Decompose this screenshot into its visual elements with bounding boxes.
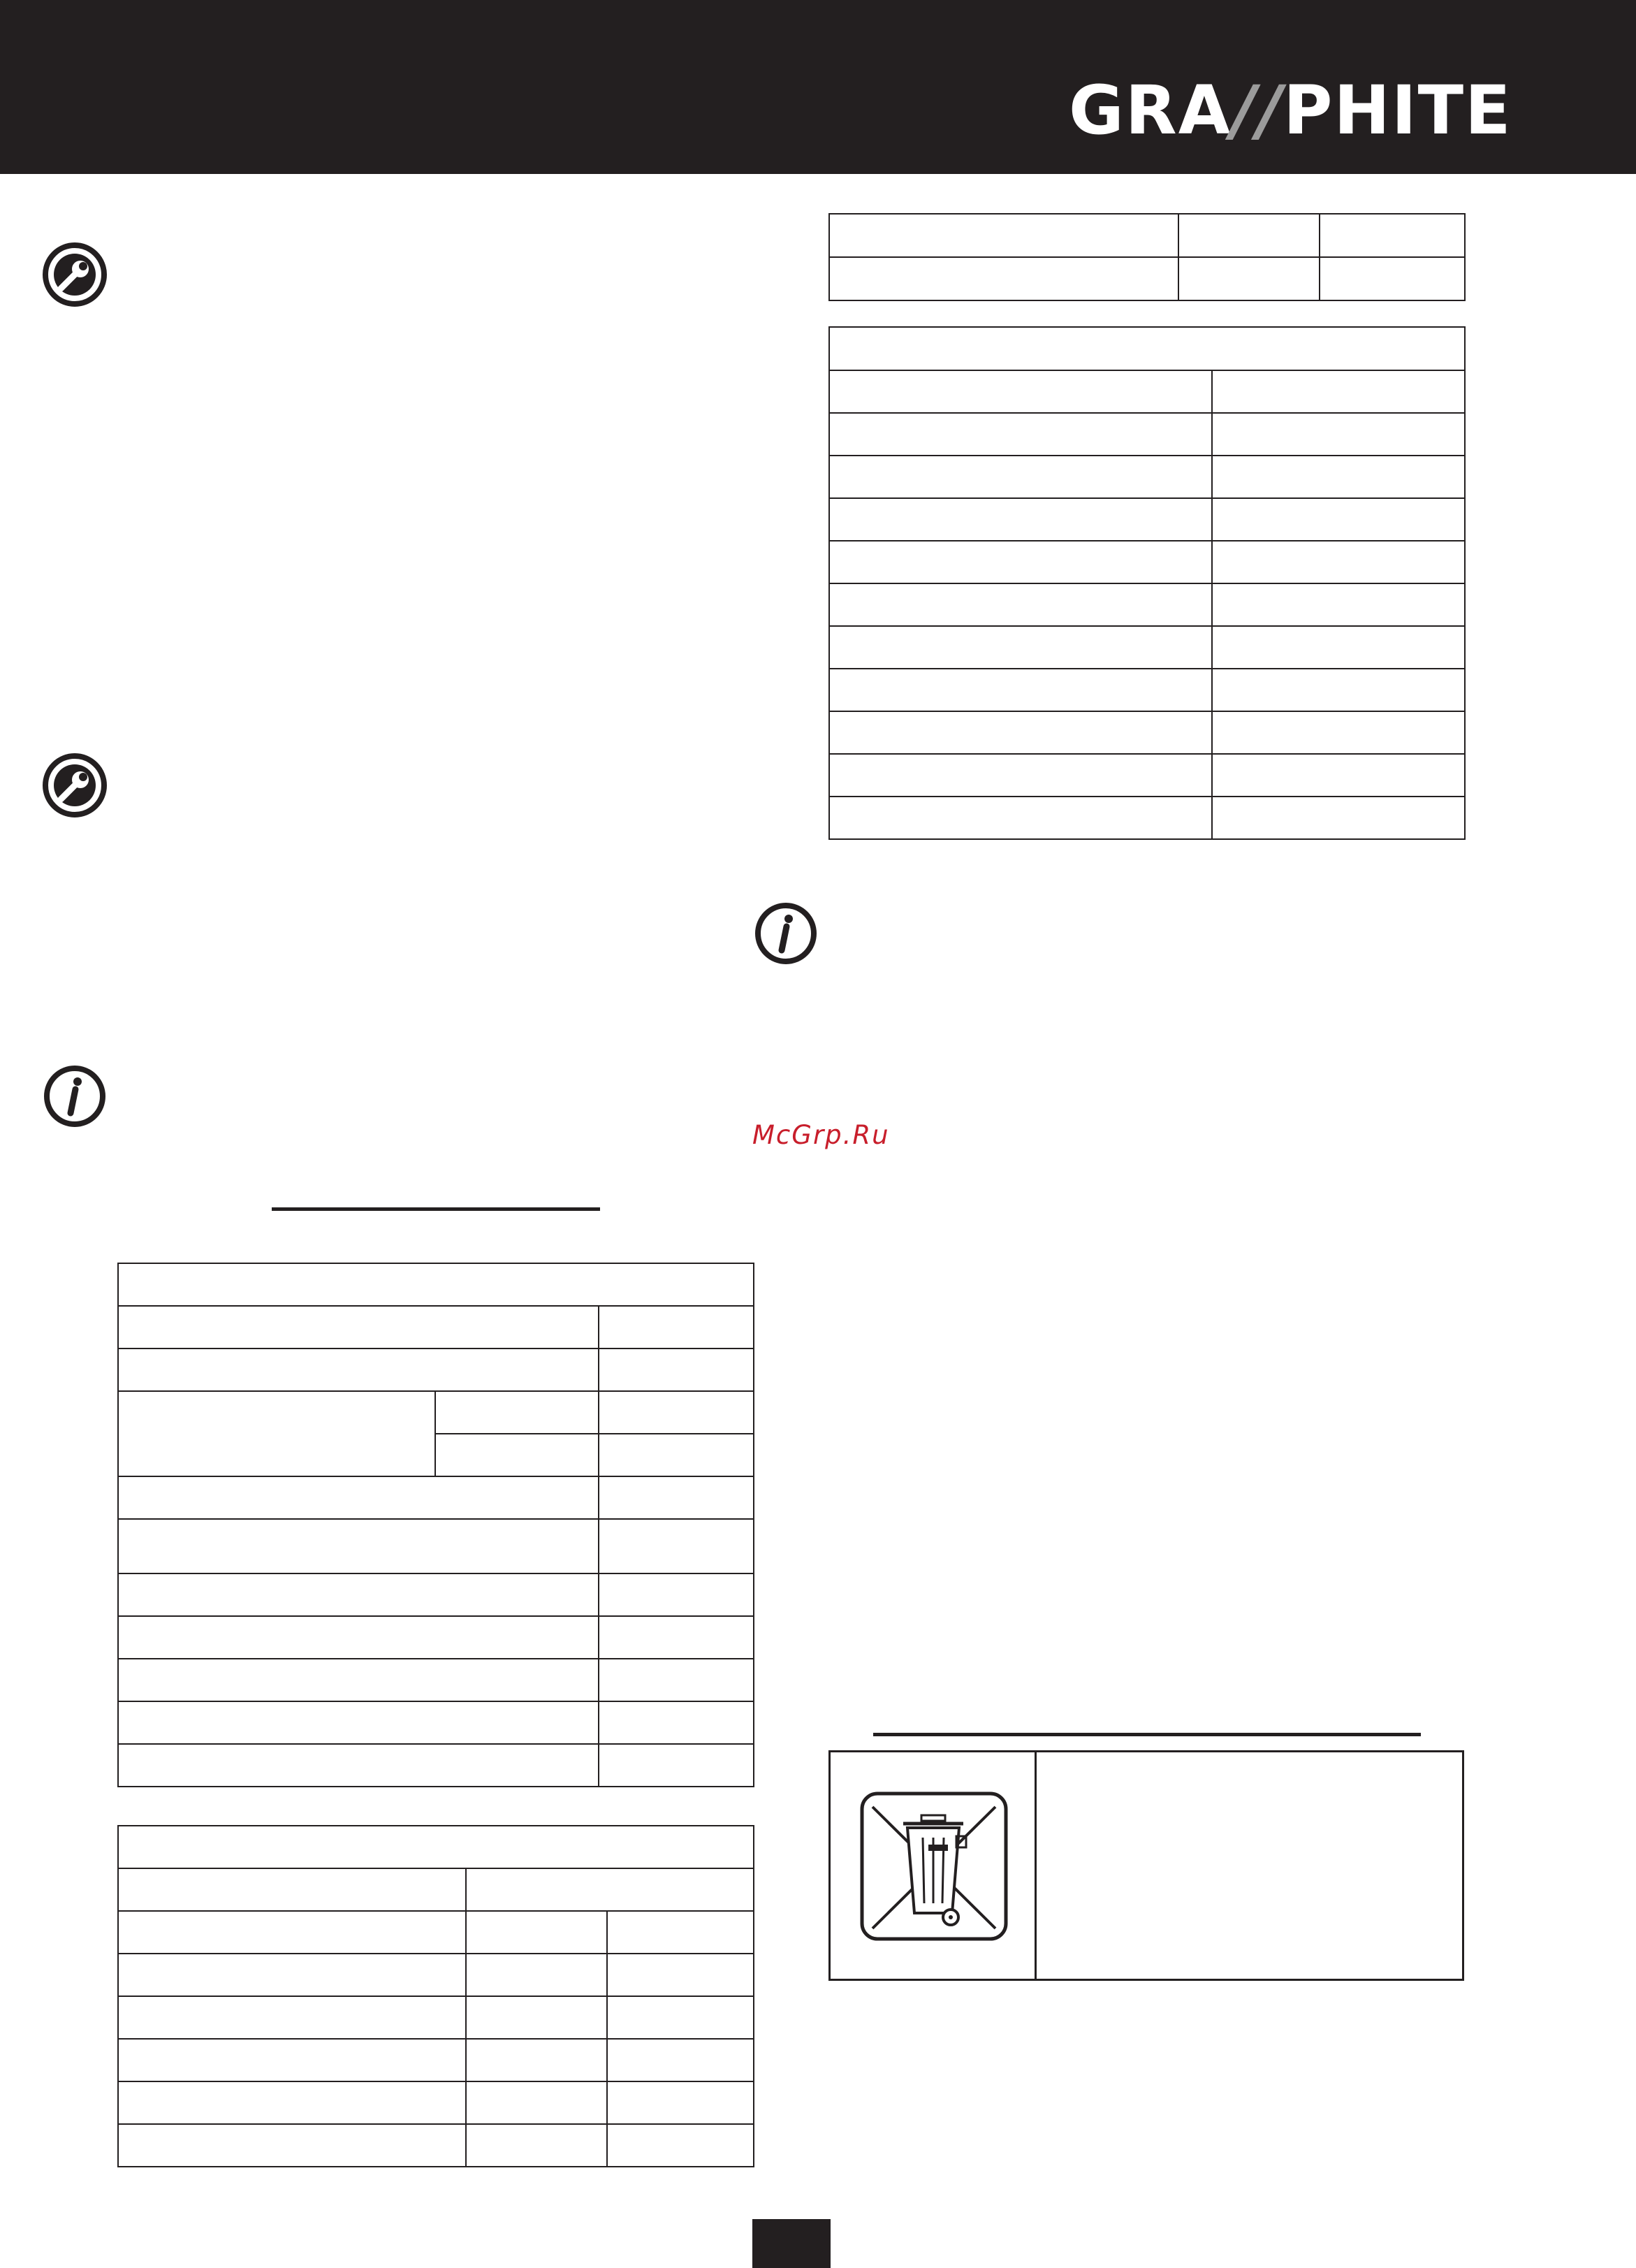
small-table (828, 213, 1466, 301)
table-cell (829, 257, 1178, 300)
table-cell (829, 626, 1212, 669)
table-cell (118, 1349, 599, 1391)
table-cell (118, 1573, 599, 1616)
table-cell (1212, 541, 1465, 583)
table-cell (435, 1391, 599, 1434)
table-cell (829, 413, 1212, 456)
table-cell (1212, 498, 1465, 541)
table-cell (599, 1519, 754, 1573)
table-cell (118, 1744, 599, 1787)
table-cell (118, 2081, 466, 2124)
table-cell (118, 1391, 435, 1476)
info-icon (754, 901, 818, 966)
table-header-cell (829, 327, 1465, 370)
table-cell (829, 370, 1212, 413)
table-cell (829, 754, 1212, 797)
table-cell (118, 1659, 599, 1701)
spec-table-right (828, 326, 1466, 840)
crossed-bin-icon (860, 1791, 1008, 1941)
table-cell (466, 2124, 607, 2167)
table-cell (1320, 214, 1465, 257)
table-cell (118, 1701, 599, 1744)
table-cell (118, 1868, 466, 1911)
table-cell (118, 1476, 599, 1519)
table-cell (1178, 257, 1320, 300)
table-cell (118, 2124, 466, 2167)
table-header-cell (118, 1263, 754, 1306)
table-cell (599, 1306, 754, 1349)
section-rule (873, 1733, 1421, 1736)
table-cell (599, 1659, 754, 1701)
table-cell (1212, 669, 1465, 711)
section-rule (272, 1207, 600, 1211)
table-cell (599, 1573, 754, 1616)
table-cell (829, 669, 1212, 711)
table-cell (1212, 711, 1465, 754)
table-cell (607, 2081, 754, 2124)
info-icon (43, 1064, 107, 1128)
table-cell (829, 456, 1212, 498)
table-cell (466, 1996, 607, 2039)
table-cell (118, 1954, 466, 1996)
table-cell (599, 1434, 754, 1476)
table-cell (435, 1434, 599, 1476)
divider (1035, 1752, 1037, 1979)
table-cell (599, 1349, 754, 1391)
table-header-cell (118, 1826, 754, 1868)
table-cell (599, 1476, 754, 1519)
wrench-icon (43, 242, 107, 307)
table-cell (599, 1701, 754, 1744)
table-cell (118, 2039, 466, 2081)
table-cell (1212, 413, 1465, 456)
table-cell (466, 2039, 607, 2081)
table-cell (466, 1911, 607, 1954)
table-cell (607, 1911, 754, 1954)
technical-data-table (117, 1263, 754, 1787)
table-cell (599, 1391, 754, 1434)
table-cell (118, 1616, 599, 1659)
table-cell (466, 1954, 607, 1996)
table-cell (829, 711, 1212, 754)
table-cell (599, 1744, 754, 1787)
table-cell (829, 541, 1212, 583)
table-cell (829, 797, 1212, 839)
table-cell (829, 214, 1178, 257)
table-cell (1320, 257, 1465, 300)
weee-box (828, 1750, 1464, 1981)
page-number-tab (752, 2219, 831, 2268)
table-cell (829, 498, 1212, 541)
table-cell (607, 2039, 754, 2081)
noise-data-table (117, 1825, 754, 2167)
table-cell (466, 2081, 607, 2124)
table-cell (118, 1306, 599, 1349)
table-cell (118, 1911, 466, 1954)
table-cell (1212, 626, 1465, 669)
table-cell (599, 1616, 754, 1659)
table-cell (118, 1996, 466, 2039)
watermark-text: McGrp.Ru (752, 1120, 890, 1150)
table-cell (1178, 214, 1320, 257)
table-cell (607, 1954, 754, 1996)
table-cell (466, 1868, 754, 1911)
table-cell (607, 1996, 754, 2039)
table-cell (118, 1519, 599, 1573)
wrench-icon (43, 753, 107, 817)
table-cell (1212, 754, 1465, 797)
table-cell (1212, 370, 1465, 413)
table-cell (1212, 797, 1465, 839)
brand-logo: GRA//PHITE (1069, 71, 1512, 150)
table-cell (607, 2124, 754, 2167)
table-cell (1212, 456, 1465, 498)
table-cell (1212, 583, 1465, 626)
table-cell (829, 583, 1212, 626)
